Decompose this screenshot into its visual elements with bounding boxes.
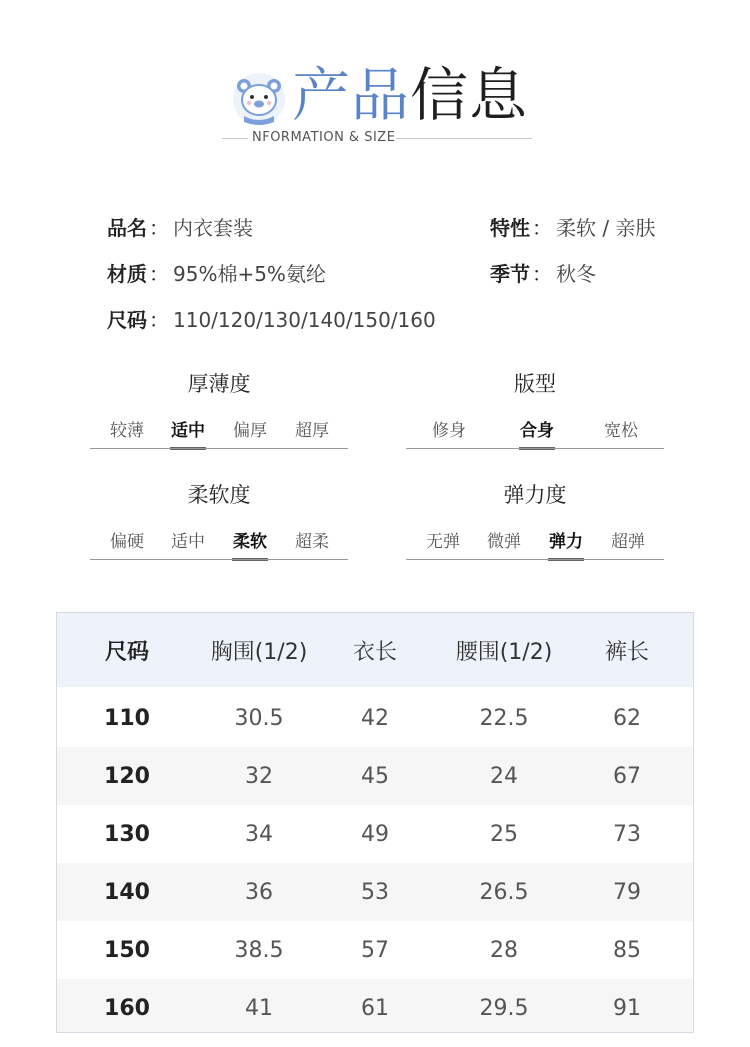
table-cell: 22.5 (479, 705, 529, 731)
info-separator: ： (532, 216, 552, 240)
table-header-row (57, 613, 693, 687)
table-cell: 41 (245, 995, 273, 1021)
info-value: 柔软 / 亲肤 (556, 216, 656, 240)
table-cell: 29.5 (479, 995, 529, 1021)
scale-option: 柔软 (233, 532, 267, 552)
table-cell: 24 (490, 763, 518, 789)
info-separator: ： (149, 262, 169, 286)
scale-options (90, 416, 348, 446)
table-row (57, 979, 693, 1033)
table-cell: 28 (490, 937, 518, 963)
info-season (490, 260, 596, 288)
subtitle: NFORMATION & SIZE (252, 130, 396, 145)
scale-line (406, 559, 664, 560)
table-cell: 67 (613, 763, 641, 789)
info-feature (490, 214, 655, 242)
info-label: 尺码 (107, 308, 147, 332)
scale-title: 版型 (514, 372, 556, 396)
scale-softness (90, 479, 348, 589)
scale-thickness (90, 368, 348, 478)
scale-option: 超弹 (611, 532, 645, 552)
table-cell: 130 (104, 821, 150, 847)
scale-option: 修身 (432, 421, 466, 441)
table-cell: 160 (104, 995, 150, 1021)
scale-option: 合身 (520, 421, 554, 441)
info-label: 季节 (490, 262, 530, 286)
table-row (57, 805, 693, 863)
scale-elasticity (406, 479, 664, 589)
table-header-cell: 衣长 (352, 639, 398, 665)
info-value: 110/120/130/140/150/160 (173, 308, 436, 332)
table-cell: 34 (245, 821, 273, 847)
scale-option: 弹力 (549, 532, 583, 552)
table-cell: 26.5 (479, 879, 529, 905)
scale-options (406, 527, 664, 557)
scale-options (90, 527, 348, 557)
info-label: 材质 (107, 262, 147, 286)
scale-option: 宽松 (604, 421, 638, 441)
scale-line (406, 448, 664, 449)
table-cell: 49 (361, 821, 389, 847)
info-separator: ： (149, 216, 169, 240)
scale-option: 适中 (171, 532, 205, 552)
info-name (107, 214, 253, 242)
table-cell: 110 (104, 705, 150, 731)
table-row (57, 921, 693, 979)
table-row (57, 863, 693, 921)
scale-option: 超厚 (295, 421, 329, 441)
page-title (292, 60, 528, 130)
table-row (57, 689, 693, 747)
info-label: 品名 (107, 216, 147, 240)
table-cell: 57 (361, 937, 389, 963)
bear-logo-icon (232, 72, 286, 126)
table-cell: 61 (361, 995, 389, 1021)
table-cell: 85 (613, 937, 641, 963)
info-material (107, 260, 326, 288)
table-cell: 62 (613, 705, 641, 731)
table-cell: 79 (613, 879, 641, 905)
table-cell: 32 (245, 763, 273, 789)
table-cell: 91 (613, 995, 641, 1021)
scale-title: 柔软度 (187, 483, 251, 507)
scale-title: 厚薄度 (187, 372, 251, 396)
table-cell: 150 (104, 937, 150, 963)
info-label: 特性 (490, 216, 530, 240)
table-cell: 38.5 (234, 937, 284, 963)
subtitle-divider-left (222, 138, 248, 139)
table-header-cell: 胸围(1/2) (210, 639, 308, 665)
subtitle-row (222, 128, 532, 148)
table-cell: 42 (361, 705, 389, 731)
info-value: 95%棉+5%氨纶 (173, 262, 326, 286)
title-highlight: 产品 (292, 61, 411, 129)
table-cell: 45 (361, 763, 389, 789)
table-cell: 36 (245, 879, 273, 905)
scale-fit (406, 368, 664, 478)
table-header-cell: 腰围(1/2) (455, 639, 553, 665)
title-rest: 信息 (410, 61, 529, 129)
size-table (56, 612, 694, 1033)
table-cell: 53 (361, 879, 389, 905)
subtitle-divider-right (396, 138, 532, 139)
scale-option: 超柔 (295, 532, 329, 552)
scale-line (90, 448, 348, 449)
table-header-cell: 裤长 (604, 639, 650, 665)
scale-option: 偏硬 (110, 532, 144, 552)
info-separator: ： (532, 262, 552, 286)
scale-option: 偏厚 (233, 421, 267, 441)
scale-title: 弹力度 (503, 483, 567, 507)
table-cell: 25 (490, 821, 518, 847)
info-separator: ： (149, 308, 169, 332)
scale-option: 适中 (171, 421, 205, 441)
scale-option: 无弹 (426, 532, 460, 552)
table-cell: 30.5 (234, 705, 284, 731)
table-header-cell: 尺码 (104, 639, 150, 665)
scale-option: 较薄 (110, 421, 144, 441)
table-cell: 73 (613, 821, 641, 847)
header (0, 60, 750, 160)
table-row (57, 747, 693, 805)
info-value: 内衣套装 (173, 216, 253, 240)
scale-options (406, 416, 664, 446)
info-size (107, 306, 436, 334)
table-cell: 140 (104, 879, 150, 905)
scale-option: 微弹 (487, 532, 521, 552)
scale-line (90, 559, 348, 560)
info-value: 秋冬 (556, 262, 596, 286)
table-cell: 120 (104, 763, 150, 789)
